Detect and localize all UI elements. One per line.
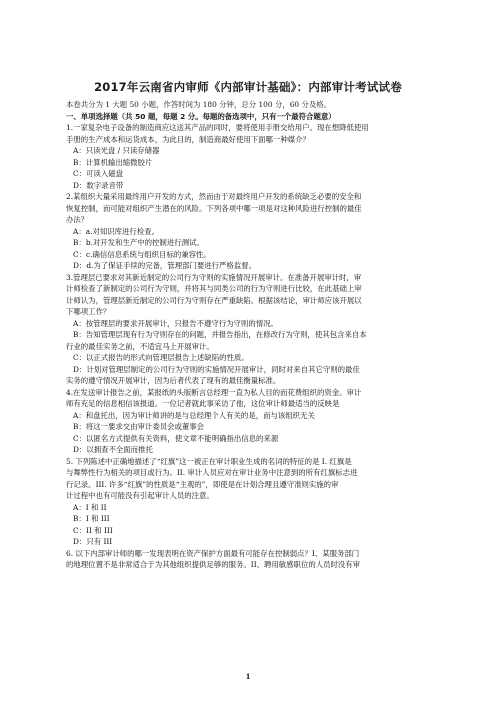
- text-line: 2.某组织大量采用最终用户开发的方式，然而由于对最终用户开发的系统缺乏必要的安全和: [66, 192, 362, 201]
- text-line: 与舞弊性行为相关的项目或行为。II. 审计人员应对在审计业务中注意到的所有红旗标志进: [66, 468, 358, 477]
- text-line: 6. 以下内部审计师的哪一发现表明在资产保护方面最有可能存在控制弱点？I、某服务部门: [66, 548, 360, 558]
- document-body: [66, 99, 432, 571]
- text-line: 4.在发送审计报告之前，某报纸的头版断言总经理一直为私人目的而花费组织的资金。审计: [66, 387, 362, 397]
- text-line: A：只读光盘 / 只读存储器: [73, 146, 160, 155]
- text-line: D：只有 III: [73, 537, 113, 546]
- text-line: 恢复控制，而可能对组织产生潜在的风险。下列各项中哪一项是对这种风险进行控制的最佳: [66, 203, 362, 213]
- text-line: 实务的遵守情况开展审计，因为后者代表了现有的最佳衡量标准。: [66, 376, 281, 385]
- text-line: 师有充足的信息相信该报道。一位记者就此事采访了他，这位审计师最适当的反映是: [66, 399, 340, 408]
- text-line: 行业的最佳实务之前，不适宜马上开展审计。: [66, 341, 214, 351]
- text-line: B：将这一要求交由审计委员会或董事会: [73, 422, 205, 431]
- intro-text: 本卷共分为 1 大题 50 小题，作答时间为 180 分钟，总分 100 分，60 分及格。: [66, 100, 332, 109]
- text-line: B：I 和 III: [73, 514, 110, 523]
- text-line: 下哪项工作？: [66, 307, 111, 316]
- text-line: A：和盘托出，因为审计师讲的是与总经理个人有关的是，而与该组织无关: [73, 410, 315, 420]
- text-line: 的地理位置不是非常适合于为其他组织提供足够的服务。II、聘用敏感职位的人员时没有审: [66, 560, 361, 569]
- text-line: D：计划对管理层制定的公司行为守则的实施情况开展审计，同时对来自其它守则的最佳: [73, 364, 360, 374]
- text-line: 3.管理层已要求对其新近制定的公司行为守则的实施情况开展审计。在准备开展审计时，审: [66, 272, 362, 282]
- document-title: 2017年云南省内审师《内部审计基础》：内部审计考试试卷: [94, 80, 402, 94]
- text-line: 计师认为，管理层新近制定的公司行为守则存在严重缺陷。根据该结论，审计师应该开展以: [66, 295, 362, 305]
- text-line: D：以拥查不全面而推托: [73, 445, 153, 454]
- text-line: 1.一家复杂电子设备的制造商应这送其产品的同时，要将使用手册交给用户。现在想降低使用: [66, 123, 369, 132]
- section-heading: 一、单项选择题（共 50 题，每题 2 分。每题的备选项中，只有一个最符合题意）: [66, 111, 336, 121]
- page-number: 1: [245, 672, 251, 681]
- text-line: 办法？: [66, 215, 89, 224]
- text-line: D：d.为了保证手续的完备，管理部门要进行严格监督。: [73, 261, 256, 270]
- text-line: C：II 和 III: [73, 525, 113, 535]
- text-line: 计师检查了新制定的公司行为守则，并将其与同类公司的行为守则进行比较，在此基础上审: [66, 284, 362, 293]
- text-line: 计过程中也有可能没有引起审计人员的注意。: [66, 491, 214, 500]
- text-line: A：a.对知识库进行检查。: [73, 226, 160, 236]
- text-line: C：可读入磁盘: [73, 169, 123, 178]
- question-list: [66, 122, 432, 571]
- text-line: C：以正式报告的形式向管理层报告上述缺陷的性质。: [73, 353, 249, 362]
- text-line: B：b.对开发和生产中的控制进行测试。: [73, 238, 204, 247]
- text-line: A：I 和 II: [73, 502, 107, 512]
- text-line: C：以匿名方式提供有关资料，使文章不能明确指出信息的来源: [73, 433, 279, 443]
- text-line: 5. 下列陈述中正确地描述了“红旗”这一被正在审计职业生成的名词的特征的是 I. 红旗是: [66, 456, 352, 466]
- text-line: D：数字录音带: [73, 180, 124, 190]
- text-line: B：计算机输出缩微胶片: [73, 157, 153, 167]
- text-line: 手册的生产成本和运货成本，为此目的，制造商最好使用下面哪一种媒介？: [66, 134, 310, 144]
- text-line: A：按管理层的要求开展审计，只报告不遵守行为守则的情况。: [73, 318, 278, 328]
- text-line: 行记录。III. 许多“红旗”的性质是“主观的”，即使是在计划合理且遵守准则实施的审: [66, 479, 339, 489]
- text-line: B：告知管理层现有行为守则存在的问题，并报告指出，在修改行为守则，使其包含来自本: [73, 330, 367, 339]
- text-line: C：c.确信信息系统与组织目标的兼容性。: [73, 249, 211, 259]
